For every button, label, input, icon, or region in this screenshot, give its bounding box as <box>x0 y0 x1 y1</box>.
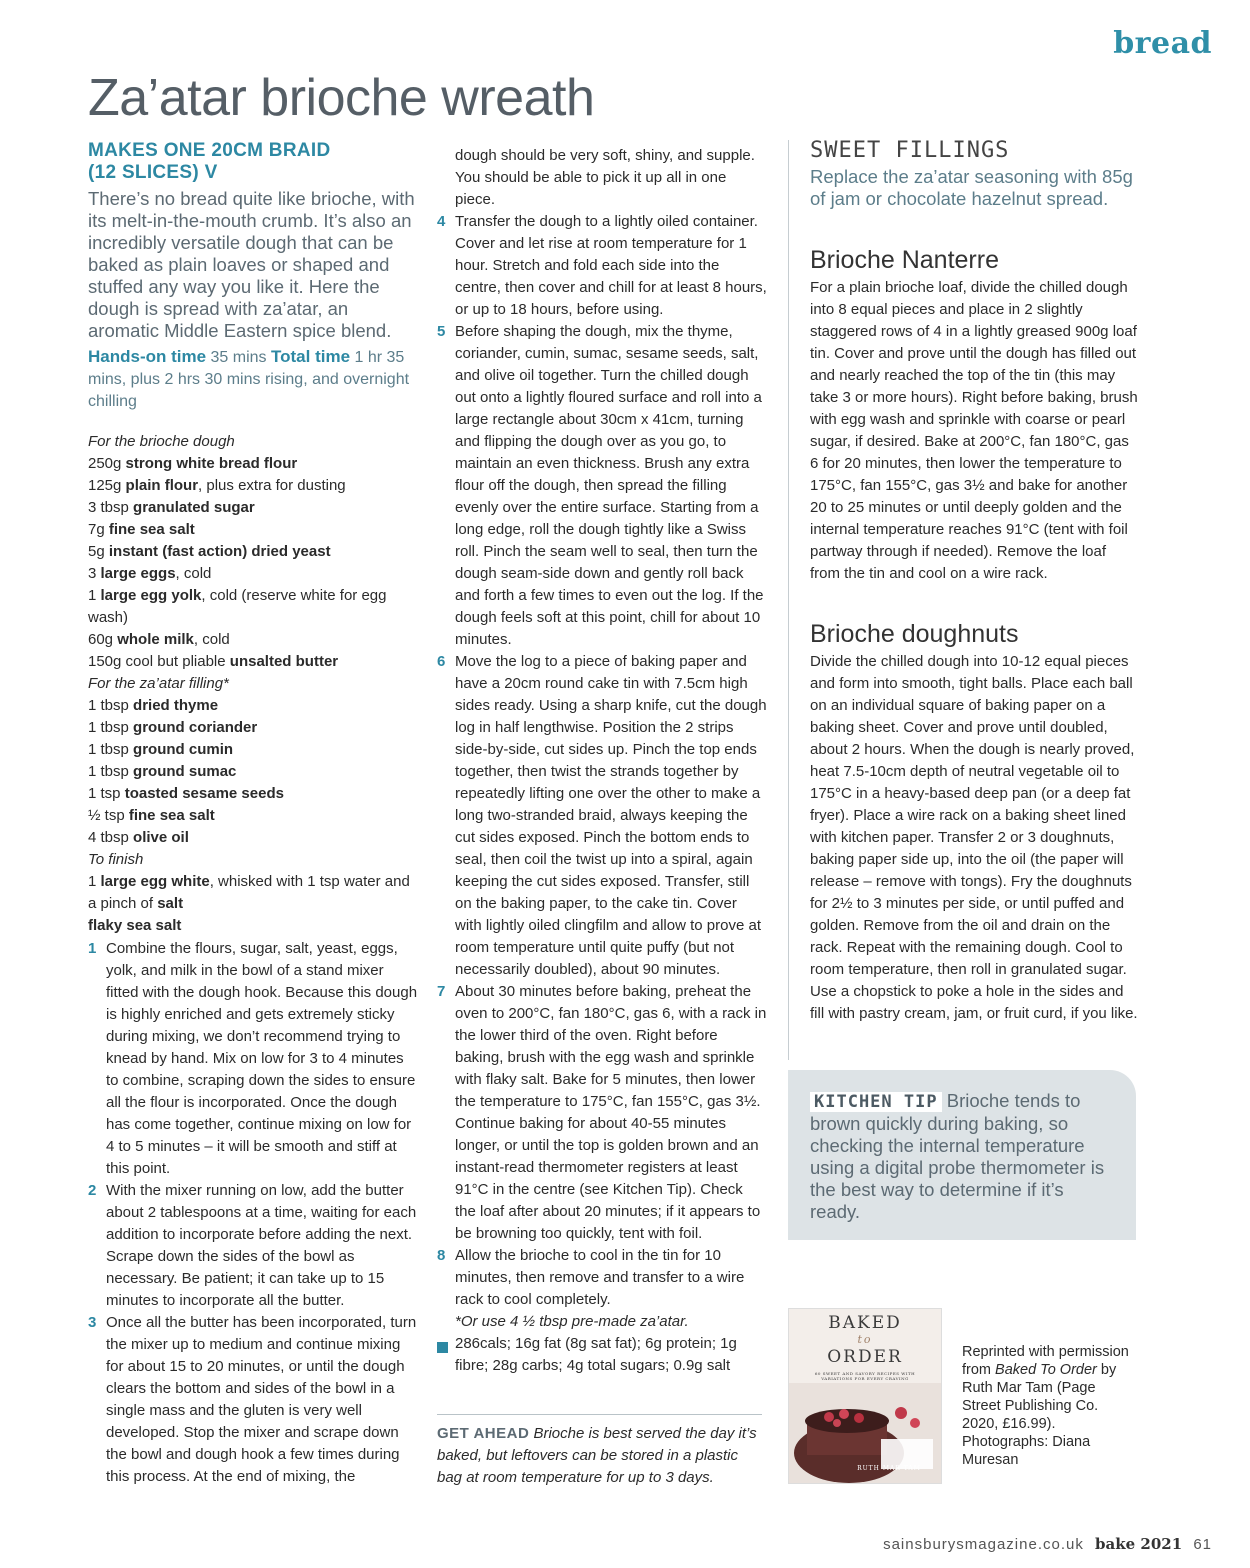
nanterre-text: For a plain brioche loaf, divide the chilled dough into 8 equal pieces and place in 2 slightly staggered rows of 4 in a lightly greased 900g loaf tin. Cover and prove until the dough has filled out and nearly reached the top of the tin (this may take 3 or more hours). Right before baking, brush with egg wash and sprinkle with coarse or pearl sugar, if desired. Bake at 200°C, fan 180°C, gas 6 for 20 minutes, then lower the temperature to 175°C, fan 155°C, gas 3½ and bake for another 20 to 25 minutes or until deeply golden and the internal temperature reaches 91°C (tent with foil partway through if needed). Remove the loaf from the tin and cool on a wire rack. <box>810 279 1138 582</box>
ingredient-line <box>88 651 418 673</box>
yield-label <box>88 140 408 184</box>
step-text: Combine the flours, sugar, salt, yeast, eggs, yolk, and milk in the bowl of a stand mixer fitted with the dough hook. Because this dough is highly enriched and gets extremely sticky during mixing, we don’t recommend trying to knead by hand. Mix on low for 3 to 4 minutes to combine, scraping down the sides to ensure all the flour is incorporated. Once the dough has come together, continue mixing on low for 4 to 5 minutes – it will be smooth and stiff at this point. <box>106 940 418 1177</box>
ingredient-line <box>88 629 418 651</box>
ingredient-item: plain flour <box>125 477 199 494</box>
ingredient-item: ground sumac <box>133 763 237 780</box>
ingredient-item: fine sea salt <box>128 807 215 824</box>
sweet-fillings-heading: SWEET FILLINGS <box>810 138 1010 163</box>
ingredient-item: whole milk <box>117 631 194 648</box>
kitchen-tip-label: KITCHEN TIP <box>810 1092 942 1112</box>
credit-book-title: Baked To Order <box>995 1362 1097 1378</box>
ingredient-line <box>88 761 418 783</box>
footnote-text: *Or use 4 ½ tbsp pre-made za’atar. <box>455 1313 689 1330</box>
ingredient-qty: 1 tbsp <box>88 697 129 714</box>
step-number: 8 <box>437 1247 446 1264</box>
hands-on-value: 35 mins <box>210 349 267 366</box>
method-step <box>437 1245 767 1311</box>
step-number: 2 <box>88 1182 97 1199</box>
step-number: 7 <box>437 983 446 1000</box>
credit-line-2: by Ruth Mar Tam (Page Street Publishing Co. 2020, £16.99). Photographs: Diana Muresan <box>962 1362 1117 1468</box>
book-cover-image <box>788 1308 942 1484</box>
ingredient-item: toasted sesame seeds <box>124 785 284 802</box>
step-number: 4 <box>437 213 446 230</box>
get-ahead-box <box>437 1423 767 1489</box>
ingredient-qty: 1 tsp <box>88 785 121 802</box>
section-tag: bread <box>1113 26 1212 61</box>
ingredient-qty: 4 tbsp <box>88 829 129 846</box>
nanterre-heading: Brioche Nanterre <box>810 246 999 274</box>
credit-line-1: Reprinted with permission from <box>962 1344 1129 1378</box>
ingredient-item: large egg yolk <box>100 587 202 604</box>
step-text: About 30 minutes before baking, preheat the oven to 200°C, fan 180°C, gas 6, with a rack in the lower third of the oven. Right before baking, brush with the egg wash and sprinkle with flaky salt. Bake for 5 minutes, then lower the temperature to 175°C, fan 155°C, gas 3½. Continue baking for about 40-55 minutes longer, or until the top is golden brown and an instant-read thermometer registers at least 91°C in the centre (see Kitchen Tip). Check the loaf after about 20 minutes; if it appears to be browning too quickly, tent with foil. <box>455 983 767 1242</box>
ingredient-qty: 1 <box>88 587 97 604</box>
ingredient-item: unsalted butter <box>229 653 339 670</box>
method-step <box>437 981 767 1245</box>
kitchen-tip <box>810 1090 1110 1223</box>
ingredient-line <box>88 717 418 739</box>
method-step-continued <box>437 145 767 211</box>
ingredient-note: and a pinch of <box>88 873 410 912</box>
method-step <box>88 1180 418 1312</box>
book-author: RUTH MAR TAM <box>857 1465 921 1472</box>
timing-info <box>88 346 418 413</box>
method-step <box>437 321 767 651</box>
nutrition-info <box>437 1333 767 1377</box>
ingredient-item: strong white bread flour <box>125 455 298 472</box>
nanterre-section <box>810 246 1140 585</box>
filling-heading: For the za’atar filling* <box>88 675 229 692</box>
ingredient-qty: 250g <box>88 455 122 472</box>
footnote <box>437 1311 767 1333</box>
ingredient-note: , cold <box>193 631 230 648</box>
ingredient-note: , plus extra for dusting <box>198 477 346 494</box>
step-text: Once all the butter has been incorporated, turn the mixer up to medium and continue mixing for about 15 to 20 minutes, or until the dough clears the bottom and sides of the bowl in a single mass and the gluten is very well developed. Stop the mixer and scrape down the bowl and dough hook a few times during this process. At the end of mixing, the <box>106 1314 417 1485</box>
book-title-mid: to <box>857 1333 873 1346</box>
yield-line-1: MAKES ONE 20CM BRAID <box>88 140 331 161</box>
ingredient-qty: ½ tsp <box>88 807 125 824</box>
ingredient-line <box>88 541 418 563</box>
ingredient-item: granulated sugar <box>133 499 255 516</box>
ingredient-item: large eggs <box>100 565 176 582</box>
method-step <box>88 1312 418 1488</box>
method-column-1 <box>88 938 418 1488</box>
get-ahead-divider <box>437 1414 762 1415</box>
doughnuts-heading: Brioche doughnuts <box>810 620 1019 648</box>
step-text: With the mixer running on low, add the butter about 2 tablespoons at a time, waiting for each addition to incorporate before adding the next. Scrape down the sides of the bowl as necessary. Be patient; it can take up to 15 minutes to incorporate all the butter. <box>106 1182 417 1309</box>
method-column-2 <box>437 145 767 1377</box>
ingredient-qty: 5g <box>88 543 105 560</box>
ingredient-qty: 3 <box>88 565 97 582</box>
step-number: 3 <box>88 1314 97 1331</box>
ingredient-item: salt <box>157 895 184 912</box>
doughnuts-text: Divide the chilled dough into 10-12 equal pieces and form into smooth, tight balls. Place each ball on an individual square of baking paper on a baking sheet. Cover and prove until doubled, about 2 hours. When the dough is nearly proved, heat 7.5-10cm depth of neutral vegetable oil to 175°C in a heavy-based deep pan (or a deep fat fryer). Place a wire rack on a baking sheet lined with kitchen paper. Transfer 2 or 3 doughnuts, baking paper side up, into the oil (the paper will release – remove with tongs). Fry the doughnuts for 2½ to 3 minutes per side, or until puffed and golden. Remove from the oil and drain on the rack. Repeat with the remaining dough. Cool to room temperature, then roll in granulated sugar. Use a chopstick to poke a hole in the sides and fill with pastry cream, jam, or fruit curd, if you like. <box>810 653 1138 1022</box>
ingredient-line <box>88 497 418 519</box>
ingredient-line <box>88 915 418 937</box>
ingredient-item: ground cumin <box>133 741 234 758</box>
ingredients-list <box>88 431 418 937</box>
book-title-bottom: ORDER <box>827 1347 903 1367</box>
column-divider <box>788 140 789 1060</box>
hands-on-label: Hands-on time <box>88 347 207 366</box>
footer-site: sainsburysmagazine.co.uk <box>883 1536 1084 1553</box>
ingredient-line <box>88 519 418 541</box>
yield-line-2: (12 SLICES) V <box>88 162 218 183</box>
ingredient-qty: 1 tbsp <box>88 719 129 736</box>
ingredient-item: olive oil <box>133 829 189 846</box>
page-footer <box>883 1535 1212 1553</box>
step-text: Allow the brioche to cool in the tin for 10 minutes, then remove and transfer to a wire rack to cool completely. <box>455 1247 745 1308</box>
ingredient-qty: 125g <box>88 477 122 494</box>
ingredient-item: dried thyme <box>133 697 219 714</box>
kitchen-tip-text: Brioche tends to brown quickly during baking, so checking the internal temperature using a digital probe thermometer is the best way to determine if it’s ready. <box>810 1090 1105 1222</box>
ingredient-note: , cold (reserve white for egg wash) <box>88 587 387 626</box>
ingredient-qty: 7g <box>88 521 105 538</box>
nutrition-square-icon <box>437 1342 448 1353</box>
ingredient-item: large egg white <box>100 873 210 890</box>
ingredient-qty: 3 tbsp <box>88 499 129 516</box>
ingredient-line <box>88 739 418 761</box>
ingredient-line <box>88 827 418 849</box>
footer-issue: bake 2021 <box>1095 1535 1183 1553</box>
ingredient-note: , cold <box>175 565 212 582</box>
get-ahead-label: GET AHEAD <box>437 1425 530 1442</box>
total-time-label: Total time <box>271 347 351 366</box>
method-step <box>88 938 418 1180</box>
ingredient-qty: 150g cool but pliable <box>88 653 226 670</box>
step-number: 5 <box>437 323 446 340</box>
ingredient-line <box>88 453 418 475</box>
ingredient-line <box>88 563 418 585</box>
book-subtitle: 60 SWEET AND SAVORY RECIPES WITH VARIATIONS FOR EVERY CRAVING <box>814 1371 916 1381</box>
get-ahead-text: Brioche is best served the day it’s baked, but leftovers can be stored in a plastic bag at room temperature for up to 3 days. <box>437 1425 757 1486</box>
filling-ingredients <box>88 695 418 849</box>
step-number: 6 <box>437 653 446 670</box>
book-title-top: BAKED <box>828 1313 902 1333</box>
dough-ingredients <box>88 453 418 673</box>
page-number: 61 <box>1193 1536 1212 1553</box>
ingredient-qty: 1 tbsp <box>88 763 129 780</box>
ingredient-line <box>88 585 418 629</box>
step-text: Move the log to a piece of baking paper and have a 20cm round cake tin with 7.5cm high sides ready. Using a sharp knife, cut the dough log in half lengthwise. Position the 2 strips side-by-side, cut sides up. Pinch the top ends together, then twist the strands together by repeatedly lifting one over the other to make a long two-stranded braid, always keeping the cut sides exposed. Pinch the bottom ends to seal, then coil the twist up into a spiral, again keeping the cut sides exposed. Transfer, still on the baking paper, to the cake tin. Cover with lightly oiled clingfilm and allow to prove at room temperature until quite puffy (but not necessarily doubled), about 90 minutes. <box>455 653 767 978</box>
ingredient-line <box>88 871 418 915</box>
step-text: dough should be very soft, shiny, and supple. You should be able to pick it up all in one piece. <box>455 147 755 208</box>
finish-heading: To finish <box>88 851 144 868</box>
ingredient-line <box>88 475 418 497</box>
total-time-value: 1 hr 35 mins, plus 2 hrs 30 mins rising, and overnight chilling <box>88 349 410 410</box>
step-text: Transfer the dough to a lightly oiled container. Cover and let rise at room temperature for 1 hour. Stretch and fold each side into the centre, then cover and chill for at least 8 hours, or up to 18 hours, before using. <box>455 213 767 318</box>
intro-text: There’s no bread quite like brioche, with its melt-in-the-mouth crumb. It’s also an incredibly versatile dough that can be baked as plain loaves or shaped and stuffed any way you like it. Here the dough is spread with za’atar, an aromatic Middle Eastern spice blend. <box>88 188 415 341</box>
ingredient-item: instant (fast action) dried yeast <box>108 543 331 560</box>
ingredient-item: fine sea salt <box>108 521 195 538</box>
sweet-fillings-text: Replace the za’atar seasoning with 85g of jam or chocolate hazelnut spread. <box>810 166 1133 209</box>
ingredient-item: flaky sea salt <box>88 917 182 934</box>
ingredient-qty: 1 tbsp <box>88 741 129 758</box>
book-credit <box>962 1343 1132 1469</box>
ingredients-heading: For the brioche dough <box>88 433 235 450</box>
ingredient-line <box>88 783 418 805</box>
nutrition-text: 286cals; 16g fat (8g sat fat); 6g protein; 1g fibre; 28g carbs; 4g total sugars; 0.9g salt <box>455 1335 737 1374</box>
step-number: 1 <box>88 940 97 957</box>
ingredient-qty: 60g <box>88 631 114 648</box>
ingredient-note: , whisked with 1 tsp water <box>209 873 381 890</box>
page-title: Za’atar brioche wreath <box>88 69 595 127</box>
ingredient-qty: 1 <box>88 873 97 890</box>
ingredient-item: ground coriander <box>133 719 258 736</box>
method-step <box>437 211 767 321</box>
step-text: Before shaping the dough, mix the thyme, coriander, cumin, sumac, sesame seeds, salt, and olive oil together. Turn the chilled dough out onto a lightly floured surface and roll into a large rectangle about 30cm x 41cm, turning and flipping the dough over as you go, to maintain an even thickness. Brush any extra flour off the dough, then spread the filling evenly over the entire surface. Starting from a long edge, roll the dough tightly like a Swiss roll. Pinch the seam well to seal, then turn the dough seam-side down and gently roll back and forth a few times to even out the log. If the dough feels soft at this point, chill for about 10 minutes. <box>455 323 764 648</box>
doughnuts-section <box>810 620 1140 1025</box>
method-step <box>437 651 767 981</box>
ingredient-line <box>88 695 418 717</box>
ingredient-line <box>88 805 418 827</box>
